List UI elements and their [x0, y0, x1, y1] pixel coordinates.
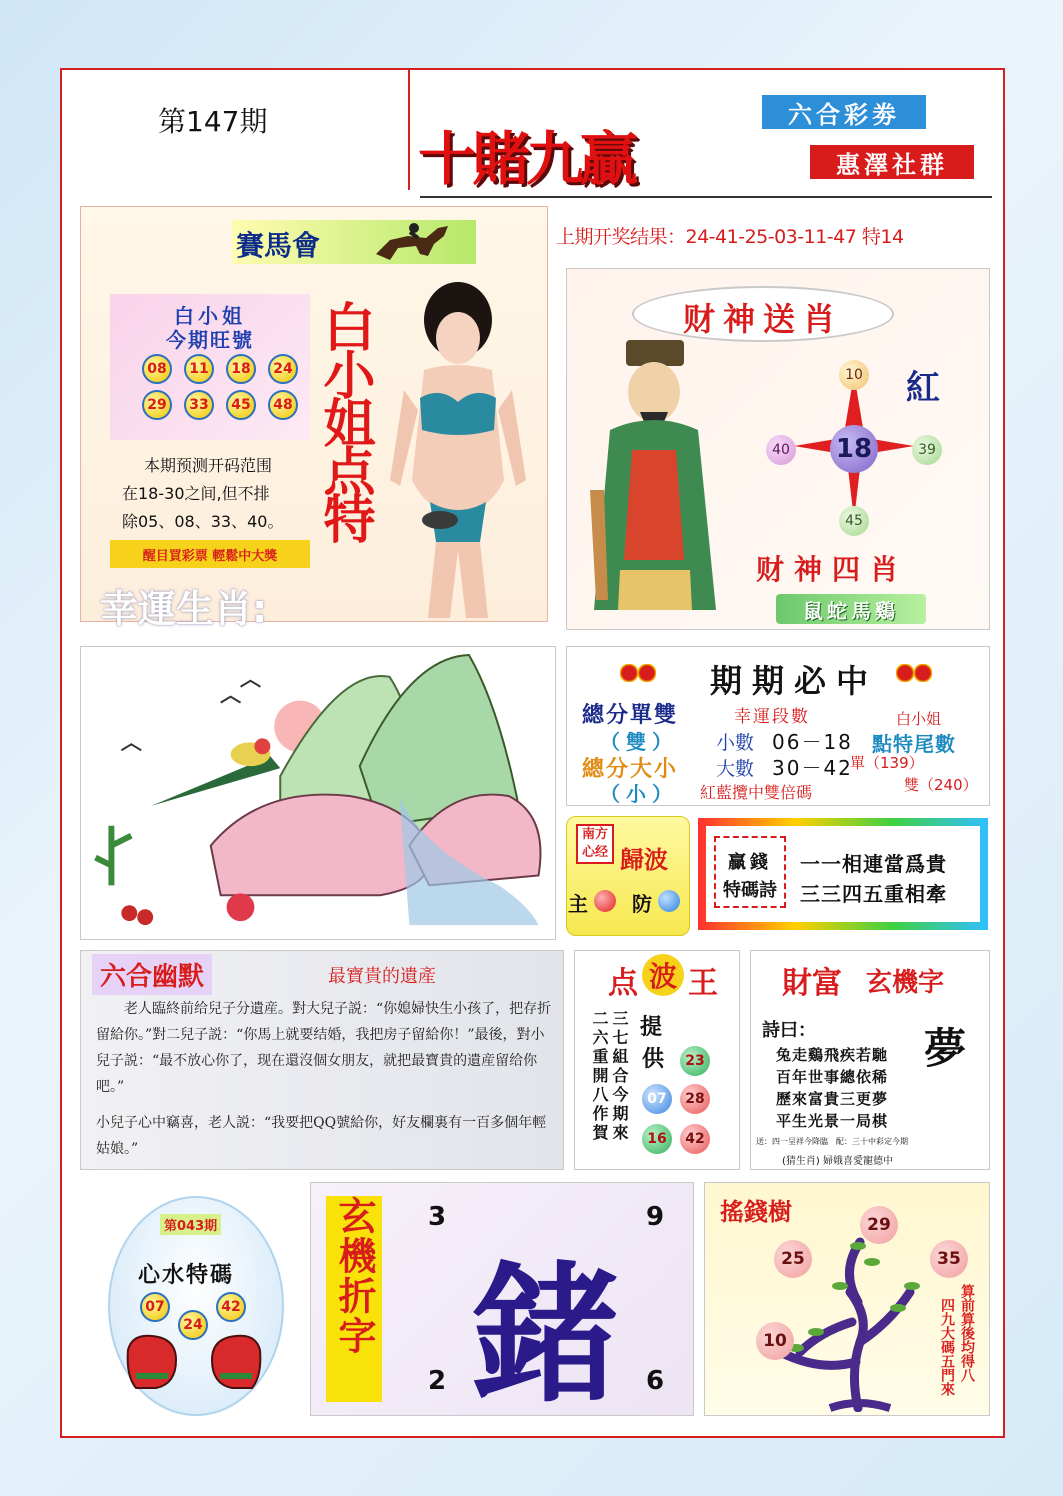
coin-icon — [896, 664, 932, 682]
miss-number-ball: 08 — [142, 354, 172, 384]
dianbo-title-a: 点 — [608, 966, 638, 1001]
prediction-line: 除05、08、33、40。 — [122, 512, 284, 531]
compass-left-ball: 40 — [766, 435, 796, 465]
dianbo-ball: 42 — [680, 1124, 710, 1154]
compass-top-ball: 10 — [839, 360, 869, 390]
small-range-value: 06－18 — [772, 730, 853, 754]
even-tail-value: 雙（240） — [904, 776, 978, 794]
xinshui-ball: 42 — [216, 1292, 246, 1322]
humor-subtitle: 最寶貴的遺產 — [328, 966, 436, 987]
tree-ball: 29 — [860, 1206, 898, 1244]
red-ball-icon — [594, 890, 616, 912]
humor-body-2: 小兒子心中竊喜，老人説：“我要把QQ號給你，好友欄裏有一百多個年輕姑娘。” — [96, 1115, 547, 1157]
lucky-zodiac: 幸運生肖: — [100, 587, 268, 631]
landscape-illustration — [80, 646, 556, 940]
caishen-title: 财神送肖 — [682, 300, 843, 338]
coin-icon — [620, 664, 656, 682]
caifu-line: 平生光景一局棋 — [776, 1112, 889, 1130]
dianbo-ball: 07 — [642, 1084, 672, 1114]
miss-number-ball: 24 — [268, 354, 298, 384]
humor-body: 老人臨終前给兒子分遺産。對大兒子説：“你媳婦快生小孩了，把存折留給你。”對二兒子説：“你馬上就要结婚，我把房子留給你！”最後，對小兒子説：“最不放心你了，现在還沒個女朋友，就把最寶貴的遺産留给你吧。” — [96, 1001, 552, 1095]
defense-label: 防 — [632, 892, 652, 916]
total-odd-even-value: （雙） — [600, 730, 678, 754]
main-title: 十賭九贏 — [418, 125, 635, 193]
money-tree-title: 搖錢樹 — [720, 1197, 792, 1226]
total-big-small-value: （小） — [600, 782, 678, 806]
miss-number-ball: 33 — [184, 390, 214, 420]
guibo-badge-top: 南方 — [581, 827, 608, 842]
small-range-label: 小數 — [716, 732, 755, 754]
tree-ball: 25 — [774, 1240, 812, 1278]
blue-ball-icon — [658, 890, 680, 912]
caifu-title-b: 玄機字 — [866, 968, 945, 998]
xinshui-ball: 07 — [140, 1292, 170, 1322]
caifu-line: 兔走鷄飛疾若馳 — [776, 1046, 889, 1064]
last-result: 上期开奖结果：24-41-25-03-11-47 特14 — [556, 226, 904, 248]
header-divider — [408, 70, 410, 190]
miss-number-ball: 29 — [142, 390, 172, 420]
miss-number-ball: 18 — [226, 354, 256, 384]
compass-right-ball: 39 — [912, 435, 942, 465]
miss-number-ball: 48 — [268, 390, 298, 420]
miss-vertical-title: 白小姐点特 — [314, 300, 375, 540]
xuanji-char: 鍺 — [470, 1247, 621, 1423]
big-dream-char: 夢 — [924, 1024, 967, 1073]
boxing-glove-icon — [204, 1330, 266, 1396]
poem-label-2: 特碼詩 — [723, 880, 777, 901]
main-label: 主 — [568, 892, 588, 916]
miss-number-ball: 45 — [226, 390, 256, 420]
dianbo-col-2: 二六重開八作賀 — [590, 1010, 609, 1143]
humor-title: 六合幽默 — [92, 954, 212, 995]
lucky-range-label: 幸運段數 — [734, 707, 810, 727]
caifu-lines — [776, 1044, 888, 1132]
slogan: 醒目買彩票 輕鬆中大獎 — [110, 540, 310, 568]
dianbo-title-b: 波 — [642, 954, 684, 996]
caishen-animals: 鼠蛇馬鷄 — [776, 594, 926, 624]
guibo-title: 歸波 — [620, 845, 668, 874]
caifu-line: 百年世事總依稀 — [776, 1068, 889, 1086]
caishen-red-char: 紅 — [906, 368, 940, 408]
compass-bottom-ball: 45 — [839, 506, 869, 536]
dianbo-ball: 16 — [642, 1124, 672, 1154]
poem-label-1: 贏錢 — [728, 852, 772, 873]
provide-label-2: 供 — [642, 1046, 665, 1072]
provide-label-1: 提 — [640, 1014, 663, 1040]
big-range-value: 30－42 — [772, 756, 853, 780]
xuanji-vertical: 玄機折字 — [326, 1196, 382, 1402]
model-illustration — [370, 280, 546, 620]
xuanji-bottom-right: 6 — [646, 1366, 665, 1396]
tail-digits-label: 點特尾數 — [872, 732, 956, 756]
issue-number: 第147期 — [158, 105, 268, 138]
horse-title: 賽馬會 — [236, 229, 321, 262]
prediction-line: 本期预测开码范围 — [144, 456, 273, 475]
prediction-line: 在18-30之间,但不排 — [122, 484, 270, 503]
dianbo-title-c: 王 — [688, 966, 718, 1001]
tree-ball: 10 — [756, 1322, 794, 1360]
guibo-badge — [576, 824, 614, 864]
prediction-text — [122, 452, 318, 536]
miss-title: 白小姐 — [174, 304, 246, 328]
xinshui-badge: 第043期 — [160, 1214, 221, 1235]
dianbo-col-1: 三七組合今期來 — [610, 1010, 629, 1143]
title-underline — [420, 196, 992, 198]
compass-center: 18 — [830, 425, 878, 473]
xuanji-bottom-left: 2 — [428, 1366, 447, 1396]
dianbo-ball: 23 — [680, 1046, 710, 1076]
miss-bai-label: 白小姐 — [896, 710, 942, 728]
miss-number-ball: 11 — [184, 354, 214, 384]
poem-line-1: 一一相連當爲貴 — [800, 852, 947, 876]
caifu-title-a: 財富 — [782, 966, 842, 1001]
total-odd-even: 總分單雙 — [582, 702, 679, 728]
caifu-note-1: 送：四一呈祥今降臨 配：三十中彩定今期 — [756, 1137, 908, 1146]
odd-tail-value: 單（139） — [850, 754, 924, 772]
guibo-badge-bottom: 心经 — [581, 845, 608, 860]
community-badge: 惠澤社群 — [810, 145, 974, 179]
caifu-line: 歷來富貴三更夢 — [776, 1090, 889, 1108]
money-tree-illustration — [740, 1222, 940, 1412]
boxing-glove-icon — [122, 1330, 184, 1396]
xinshui-title: 心水特碼 — [138, 1262, 235, 1288]
xuanji-top-left: 3 — [428, 1202, 447, 1232]
total-big-small: 總分大小 — [582, 756, 679, 782]
dianbo-ball: 28 — [680, 1084, 710, 1114]
red-blue-label: 紅藍攬中雙倍碼 — [700, 783, 813, 802]
qiqi-title: 期期必中 — [710, 662, 879, 700]
caifu-note-2: (猜生肖) 婦娥喜愛寵德中 — [782, 1156, 893, 1167]
tree-ball: 35 — [930, 1240, 968, 1278]
tree-vertical-1: 四九大碼五門來 — [939, 1298, 955, 1396]
horse-icon — [368, 214, 472, 268]
xinshui-ball: 24 — [178, 1310, 208, 1340]
caishen-four: 财神四肖 — [756, 553, 909, 586]
poem-line-2: 三三四五重相牽 — [800, 882, 947, 906]
lottery-badge: 六合彩劵 — [762, 95, 926, 129]
big-range-label: 大數 — [716, 758, 755, 780]
xuanji-top-right: 9 — [646, 1202, 665, 1232]
tree-vertical-2: 算前算後均得八 — [959, 1284, 975, 1382]
caishen-figure — [580, 340, 730, 620]
poem-intro: 詩曰： — [762, 1020, 816, 1041]
miss-subtitle: 今期旺號 — [166, 328, 254, 352]
